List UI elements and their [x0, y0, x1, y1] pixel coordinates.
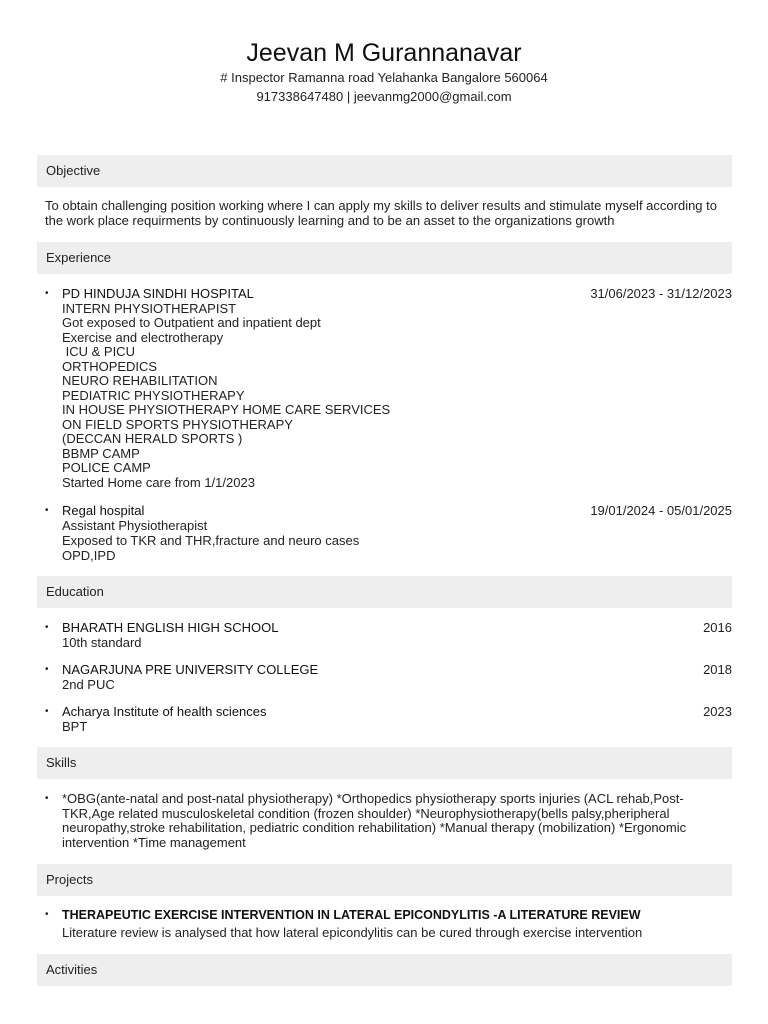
experience-employer: PD HINDUJA SINDHI HOSPITAL [62, 286, 254, 301]
experience-line: Exposed to TKR and THR,fracture and neuro cases [62, 533, 360, 548]
candidate-contact: 917338647480 | jeevanmg2000@gmail.com [256, 89, 512, 104]
experience-line: IN HOUSE PHYSIOTHERAPY HOME CARE SERVICES [62, 402, 391, 417]
experience-line: PEDIATRIC PHYSIOTHERAPY [62, 387, 245, 403]
section-heading-projects: Projects [37, 864, 732, 896]
experience-line: ON FIELD SPORTS PHYSIOTHERAPY [62, 416, 293, 432]
experience-line: Started Home care from 1/1/2023 [62, 474, 255, 490]
education-entry [45, 663, 732, 693]
bullet: • [45, 793, 49, 804]
education-entry [45, 705, 732, 735]
experience-line: NEURO REHABILITATION [62, 373, 218, 388]
experience-line: ORTHOPEDICS [62, 358, 158, 374]
objective-text: To obtain challenging position working where I can apply my skills to deliver results and stimulate myself according to the work place requirments by continuously learning and to be an asset to the organizations growth [45, 198, 717, 228]
experience-line: OPD,IPD [62, 547, 116, 563]
bullet: • [45, 909, 49, 920]
bullet: • [45, 706, 49, 717]
education-detail: 2nd PUC [62, 676, 115, 692]
education-institution: BHARATH ENGLISH HIGH SCHOOL [62, 620, 279, 635]
project-title: THERAPEUTIC EXERCISE INTERVENTION IN LATERAL EPICONDYLITIS -A LITERATURE REVIEW [62, 908, 641, 922]
experience-line: Assistant Physiotherapist [62, 517, 208, 533]
experience-line: (DECCAN HERALD SPORTS ) [62, 431, 243, 446]
education-detail: 10th standard [62, 634, 142, 650]
skills-entry [45, 792, 732, 852]
bullet: • [45, 505, 49, 516]
bullet: • [45, 288, 49, 299]
education-entry [45, 621, 732, 651]
section-heading-education: Education [37, 576, 732, 608]
experience-line: POLICE CAMP [62, 460, 151, 475]
section-heading-activities: Activities [37, 954, 732, 986]
experience-entry [45, 287, 732, 492]
education-detail: BPT [62, 718, 88, 734]
resume-header [0, 38, 768, 106]
experience-date: 19/01/2024 - 05/01/2025 [590, 503, 732, 518]
experience-line: ICU & PICU [62, 344, 135, 359]
education-year: 2016 [703, 620, 732, 635]
experience-line: Got exposed to Outpatient and inpatient dept [62, 315, 321, 330]
candidate-address: # Inspector Ramanna road Yelahanka Bangalore 560064 [220, 70, 548, 85]
project-entry [45, 908, 732, 940]
candidate-name: Jeevan M Gurannanavar [246, 39, 522, 67]
section-heading-objective: Objective [37, 155, 732, 187]
skills-text: *OBG(ante-natal and post-natal physiotherapy) *Orthopedics physiotherapy sports injuries (ACL rehab,Post-TKR,Age related musculoskeletal condition (frozen shoulder) *Neurophysiotherapy(bells palsy,pheripheral neuropathy,stroke rehabilitation, pediatric condition rehabilitation) *Manual therapy (mobilization) *Ergonomic intervention *Time management [62, 791, 687, 850]
project-description: Literature review is analysed that how lateral epicondylitis can be cured through exercise intervention [62, 924, 643, 940]
experience-employer: Regal hospital [62, 503, 145, 518]
education-institution: NAGARJUNA PRE UNIVERSITY COLLEGE [62, 662, 319, 677]
experience-line: BBMP CAMP [62, 445, 140, 461]
section-heading-experience: Experience [37, 242, 732, 274]
experience-date: 31/06/2023 - 31/12/2023 [590, 286, 732, 301]
experience-line: INTERN PHYSIOTHERAPIST [62, 300, 237, 316]
experience-line: Exercise and electrotherapy [62, 329, 224, 345]
education-institution: Acharya Institute of health sciences [62, 704, 267, 719]
bullet: • [45, 664, 49, 675]
section-heading-skills: Skills [37, 747, 732, 779]
education-year: 2018 [703, 662, 732, 677]
bullet: • [45, 622, 49, 633]
education-year: 2023 [703, 704, 732, 719]
experience-entry [45, 504, 732, 564]
